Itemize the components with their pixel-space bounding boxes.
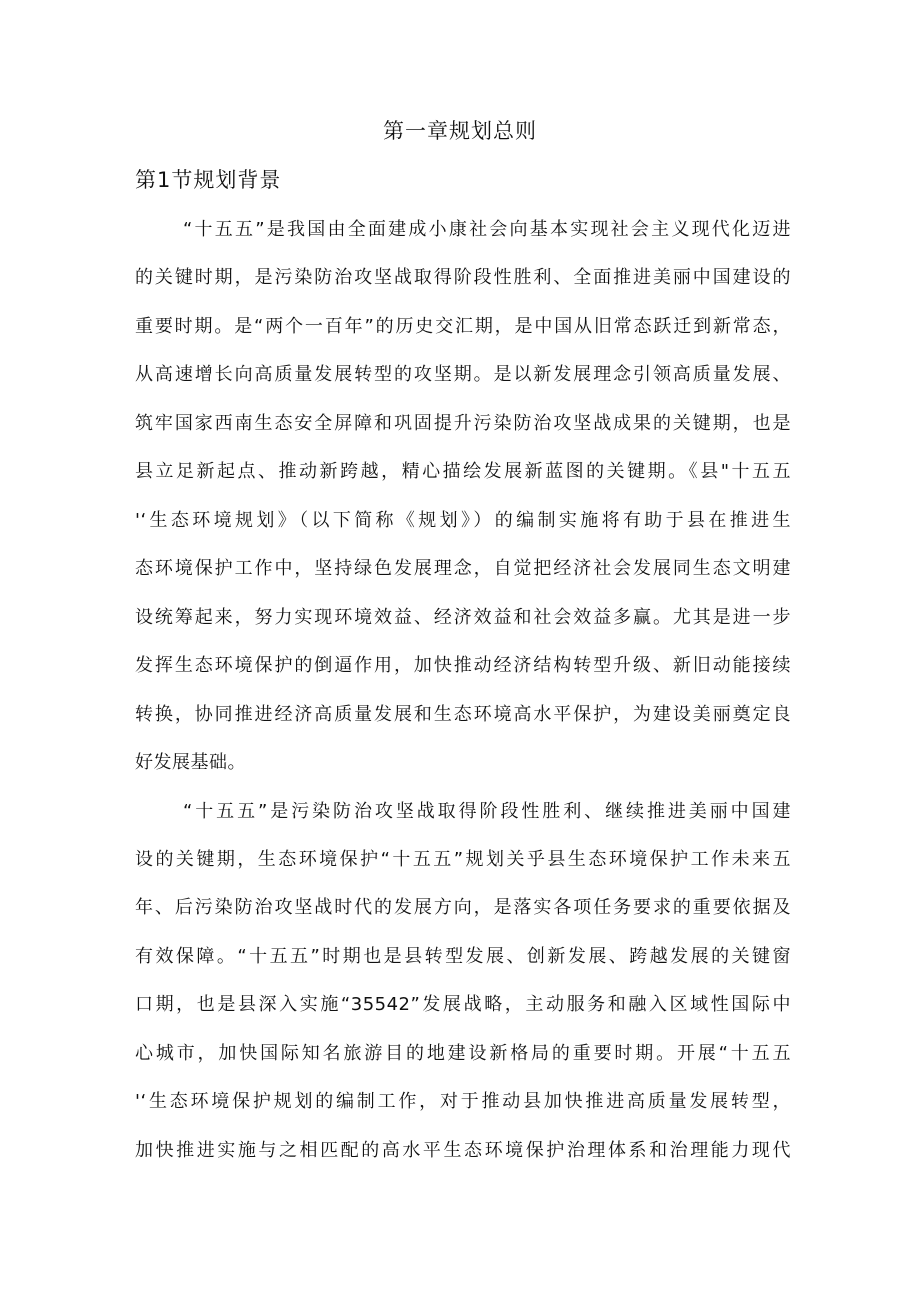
chapter-title: 第一章规划总则: [383, 119, 537, 143]
text-line: 转换，协同推进经济高质量发展和生态环境高水平保护，为建设美丽奠定良: [135, 704, 791, 725]
text-line: '‘生态环境保护规划的编制工作，对于推动县加快推进高质量发展转型，: [135, 1091, 791, 1112]
text-line: 设的关键期，生态环境保护“十五五”规划关乎县生态环境保护工作未来五: [135, 849, 791, 870]
text-line: 筑牢国家西南生态安全屏障和巩固提升污染防治攻坚战成果的关键期，也是: [135, 413, 791, 434]
text-line: 发挥生态环境保护的倒逼作用，加快推动经济结构转型升级、新旧动能接续: [135, 655, 791, 676]
text-line: 重要时期。是“两个一百年”的历史交汇期，是中国从旧常态跃迁到新常态，: [135, 316, 791, 337]
text-line: 态环境保护工作中，坚持绿色发展理念，自觉把经济社会发展同生态文明建: [135, 558, 791, 579]
text-line: 有效保障。“十五五”时期也是县转型发展、创新发展、跨越发展的关键窗: [135, 946, 791, 967]
section-heading: 第1节规划背景: [135, 168, 282, 192]
text-line: “十五五”是污染防治攻坚战取得阶段性胜利、继续推进美丽中国建: [183, 801, 791, 822]
text-line: 县立足新起点、推动新跨越，精心描绘发展新蓝图的关键期。《县"十五五: [135, 461, 791, 482]
text-line: 年、后污染防治攻坚战时代的发展方向，是落实各项任务要求的重要依据及: [135, 897, 791, 918]
text-line: 加快推进实施与之相匹配的高水平生态环境保护治理体系和治理能力现代: [135, 1140, 791, 1161]
text-line: 设统筹起来，努力实现环境效益、经济效益和社会效益多赢。尤其是进一步: [135, 607, 791, 628]
text-line: 心城市，加快国际知名旅游目的地建设新格局的重要时期。开展“十五五: [135, 1043, 791, 1064]
text-line: '‘生态环境规划》（以下简称《规划》）的编制实施将有助于县在推进生: [135, 510, 791, 531]
text-line: 好发展基础。: [135, 752, 246, 773]
text-line: 口期，也是县深入实施“35542”发展战略，主动服务和融入区域性国际中: [135, 994, 791, 1015]
text-line: “十五五”是我国由全面建成小康社会向基本实现社会主义现代化迈进: [183, 219, 791, 240]
text-line: 的关键时期，是污染防治攻坚战取得阶段性胜利、全面推进美丽中国建设的: [135, 267, 791, 288]
text-line: 从高速增长向高质量发展转型的攻坚期。是以新发展理念引领高质量发展、: [135, 364, 791, 385]
